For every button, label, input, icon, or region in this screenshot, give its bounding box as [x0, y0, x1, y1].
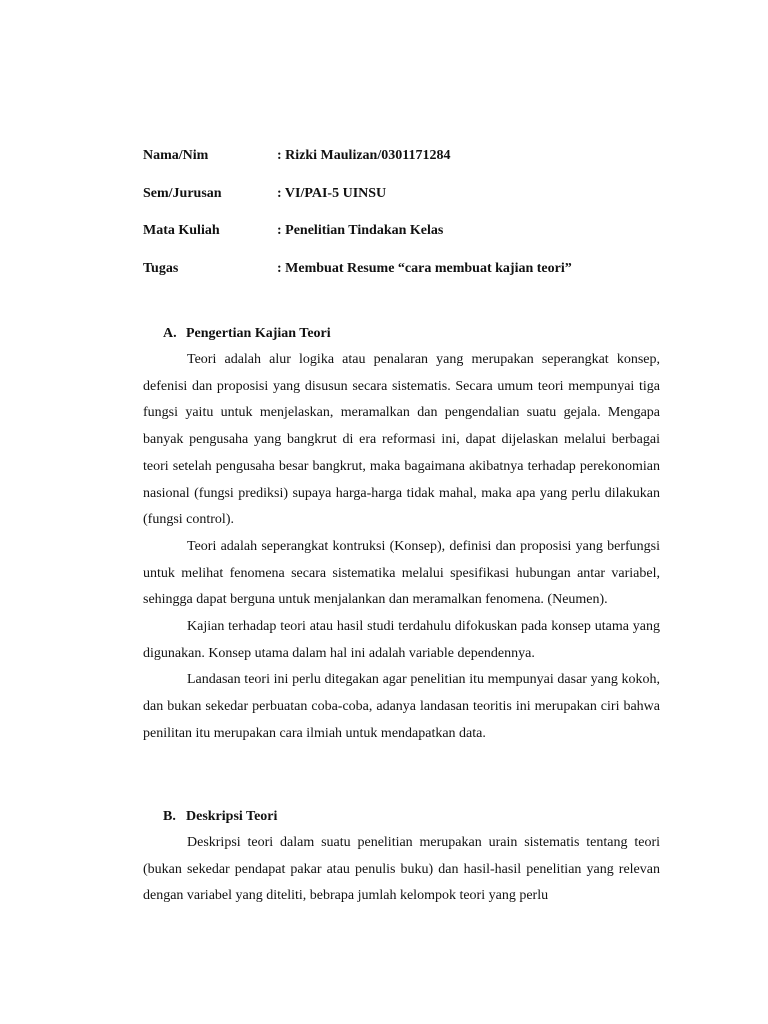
info-value: : VI/PAI-5 UINSU [277, 185, 387, 201]
section-letter: B. [163, 809, 176, 824]
info-label: Tugas [143, 260, 179, 276]
paragraph: Landasan teori ini perlu ditegakan agar penelitian itu mempunyai dasar yang kokoh, dan bukan sekedar perbuatan coba-coba, adanya landasan teoritis ini merupakan ciri bahwa penilitan itu merupakan cara ilmiah untuk mendapatkan data. [143, 672, 660, 741]
info-value: : Penelitian Tindakan Kelas [277, 223, 444, 238]
section-b [143, 808, 660, 910]
info-label: Nama/Nim [143, 148, 209, 163]
paragraph: Deskripsi teori dalam suatu penelitian merupakan urain sistematis tentang teori (bukan sekedar pendapat pakar atau penulis buku) dan hasil-hasil penelitian yang relevan dengan variabel yang diteliti, bebrapa jumlah kelompok teori yang perlu [143, 835, 660, 904]
info-row-name [143, 147, 663, 185]
paragraph: Kajian terhadap teori atau hasil studi terdahulu difokuskan pada konsep utama yang digunakan. Konsep utama dalam hal ini adalah variable dependennya. [143, 619, 660, 661]
info-label: Mata Kuliah [143, 223, 220, 238]
section-a [143, 325, 660, 748]
info-label: Sem/Jurusan [143, 185, 222, 201]
info-value: : Rizki Maulizan/0301171284 [277, 148, 451, 163]
info-row-course [143, 222, 663, 260]
section-title: Deskripsi Teori [186, 809, 278, 824]
paragraph: Teori adalah alur logika atau penalaran yang merupakan seperangkat konsep, defenisi dan proposisi yang disusun secara sistematis. Secara umum teori mempunyai tiga fungsi yaitu untuk menjelaskan, meramalkan dan pengendalian suatu gejala. Mengapa banyak pengusaha yang bangkrut di era reformasi ini, dapat dijelaskan melalui berbagai teori setelah pengusaha besar bangkrut, maka bagaimana akibatnya terhadap perekonomian nasional (fungsi prediksi) supaya harga-harga tidak mahal, maka apa yang perlu dilakukan (fungsi control). [143, 352, 660, 528]
section-title: Pengertian Kajian Teori [186, 326, 331, 341]
info-row-task [143, 260, 663, 298]
header-info [143, 147, 663, 297]
info-row-semester [143, 185, 663, 223]
paragraph: Teori adalah seperangkat kontruksi (Konsep), definisi dan proposisi yang berfungsi untuk melihat fenomena secara sistematika melalui spesifikasi hubungan antar variabel, sehingga dapat berguna untuk menjalankan dan meramalkan fenomena. (Neumen). [143, 538, 660, 608]
section-heading [143, 325, 660, 347]
section-letter: A. [163, 326, 177, 341]
info-value: : Membuat Resume “cara membuat kajian teori” [277, 260, 572, 276]
section-heading [143, 808, 660, 830]
